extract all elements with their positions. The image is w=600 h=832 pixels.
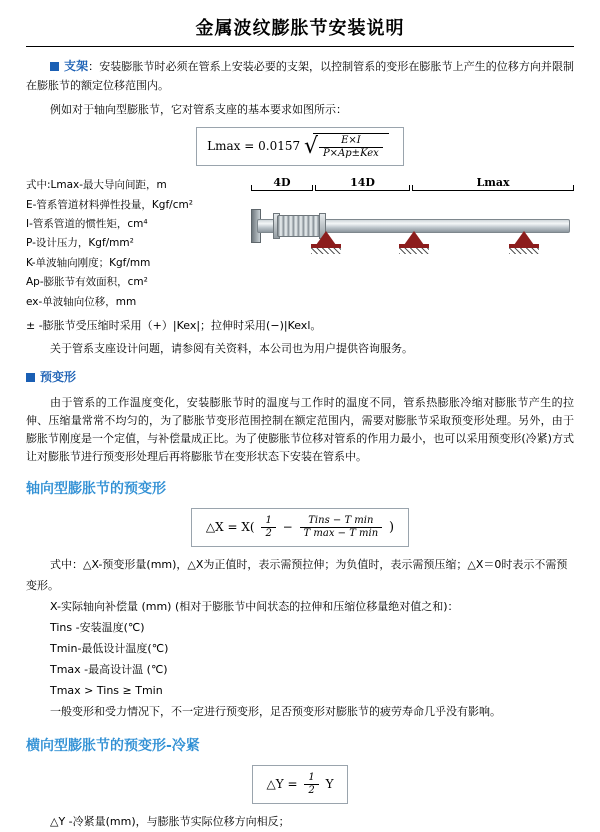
blue-square-icon xyxy=(26,373,35,382)
legend-item: K-单波轴向刚度；Kgf/mm xyxy=(26,256,151,269)
title-divider xyxy=(26,46,574,47)
note-item: 一般变形和受力情况下，不一定进行预变形，足否预变形对膨胀节的疲劳寿命几乎没有影响。 xyxy=(50,704,501,718)
support-design-note: 关于管系支座设计问题，请参阅有关资料，本公司也为用户提供咨询服务。 xyxy=(50,341,413,355)
lateral-eq-den: 2 xyxy=(308,784,315,796)
note-item: Tmax -最高设计温 (℃) xyxy=(50,662,168,676)
axial-eq-temp-num: Tins − T min xyxy=(300,515,383,528)
document-content xyxy=(0,57,600,832)
lateral-predeform-equation xyxy=(26,765,574,804)
lateral-predeform-heading: 横向型膨胀节的预变形-冷紧 xyxy=(26,737,200,754)
lmax-formula xyxy=(26,127,574,166)
note-item: Tmin-最低设计温度(℃) xyxy=(50,641,169,655)
axial-eq-lhs: △X = X( xyxy=(205,520,255,535)
note-item: △Y -冷紧量(mm)，与膨胀节实际位移方向相反； xyxy=(50,814,290,828)
axial-eq-rhs: ) xyxy=(389,520,395,536)
legend-item: P-设计压力，Kgf/mm² xyxy=(26,237,134,250)
dimension-14d: 14D xyxy=(315,176,410,191)
support-icon xyxy=(399,231,429,251)
lateral-eq-rhs: Y xyxy=(325,776,334,791)
lmax-numerator: E×I xyxy=(319,135,383,148)
legend-and-figure xyxy=(26,176,574,312)
lateral-eq-num: 1 xyxy=(304,772,318,785)
blue-square-icon xyxy=(50,62,59,71)
legend-item: E-管系管道材料弹性投量，Kgf/cm² xyxy=(26,198,193,211)
lmax-formula-box xyxy=(196,127,404,166)
lateral-eq-fraction xyxy=(301,772,321,797)
axial-eq-minus: − xyxy=(282,520,293,535)
lmax-sqrt xyxy=(304,133,389,160)
support-icon xyxy=(311,231,341,251)
lateral-equation-box xyxy=(252,765,349,804)
legend-item: ± -膨胀节受压缩时采用（+）|Kex|；拉伸时采用(−)|Kexl。 xyxy=(26,319,322,333)
axial-predeform-equation xyxy=(26,508,574,547)
note-item: 式中：△X-预变形量(mm)，△X为正值时，表示需预拉伸；为负值时，表示需预压缩；△X＝0时表示不需预变形。 xyxy=(26,558,568,593)
lateral-eq-lhs: △Y = xyxy=(266,776,298,791)
pipe-support-diagram xyxy=(251,176,574,312)
note-item: X-实际轴向补偿量 (mm) (相对于膨胀节中间状态的拉伸和压缩位移量绝对值之和)： xyxy=(50,600,459,614)
legend-item: I-管系管道的惯性矩，cm⁴ xyxy=(26,217,148,230)
axial-predeform-notes xyxy=(26,555,574,722)
support-section-text-1: 安装膨胀节时必须在管系上安装必要的支架，以控制管系的变形在膨胀节上产生的位移方向并限制在膨胀节的额定位移范围内。 xyxy=(26,60,574,92)
note-item: Tmax > Tins ≥ Tmin xyxy=(50,683,163,697)
dimension-lmax: Lmax xyxy=(412,176,574,191)
support-section-heading: 支架 xyxy=(64,59,89,73)
axial-predeform-heading: 轴向型膨胀节的预变形 xyxy=(26,481,166,498)
axial-eq-fraction-half xyxy=(258,515,278,540)
axial-eq-half-den: 2 xyxy=(265,528,272,540)
support-section-paragraph-2: 例如对于轴向型膨胀节，它对管系支座的基本要求如图所示： xyxy=(50,102,347,116)
legend-item: Ap-膨胀节有效面积，cm² xyxy=(26,276,148,289)
lmax-denominator: P×Ap±Kex xyxy=(322,148,379,160)
support-section-paragraph-1: 支架：安装膨胀节时必须在管系上安装必要的支架，以控制管系的变形在膨胀节上产生的位移方向并限制在膨胀节的额定位移范围内。 xyxy=(26,59,574,92)
lmax-formula-lhs: Lmax = 0.0157 xyxy=(207,139,301,154)
predeform-section-heading-row xyxy=(26,368,574,388)
legend-item: ex-单波轴向位移，mm xyxy=(26,295,137,308)
radical-icon: √ xyxy=(303,133,318,159)
pipe-artwork xyxy=(251,193,574,265)
diagram-dimension-row xyxy=(251,176,574,191)
axial-eq-half-num: 1 xyxy=(261,515,275,528)
dimension-4d: 4D xyxy=(251,176,313,191)
lmax-fraction xyxy=(316,135,386,160)
page-title: 金属波纹膨胀节安装说明 xyxy=(195,18,405,39)
support-icon xyxy=(509,231,539,251)
axial-eq-fraction-temp xyxy=(297,515,386,540)
axial-equation-box xyxy=(191,508,409,547)
document-page xyxy=(0,14,600,828)
lmax-sqrt-body xyxy=(313,133,389,160)
note-item: Tins -安装温度(℃) xyxy=(50,621,145,635)
legend-item: 式中:Lmax-最大导向间距，m xyxy=(26,179,167,192)
predeform-section-paragraph: 由于管系的工作温度变化，安装膨胀节时的温度与工作时的温度不同，管系热膨胀冷缩对膨胀节产生的拉伸、压缩量常常不均匀的，为了膨胀节变形范围控制在额定范围内，需要对膨胀节采取预变形处理。另外，由于膨胀节刚度是一个定值，与补偿量成正比。为了使膨胀节位移对管系的作用力最小，也可以采用预变形(冷紧)方式让对膨胀节进行预变形处理后再将膨胀节在变形状态下安装在管系中。 xyxy=(26,395,574,464)
legend-note-pm xyxy=(26,316,574,337)
symbol-legend xyxy=(26,176,241,312)
lateral-predeform-notes xyxy=(26,812,574,832)
predeform-section-heading: 预变形 xyxy=(40,370,77,385)
axial-eq-temp-den: T max − T min xyxy=(303,528,379,540)
